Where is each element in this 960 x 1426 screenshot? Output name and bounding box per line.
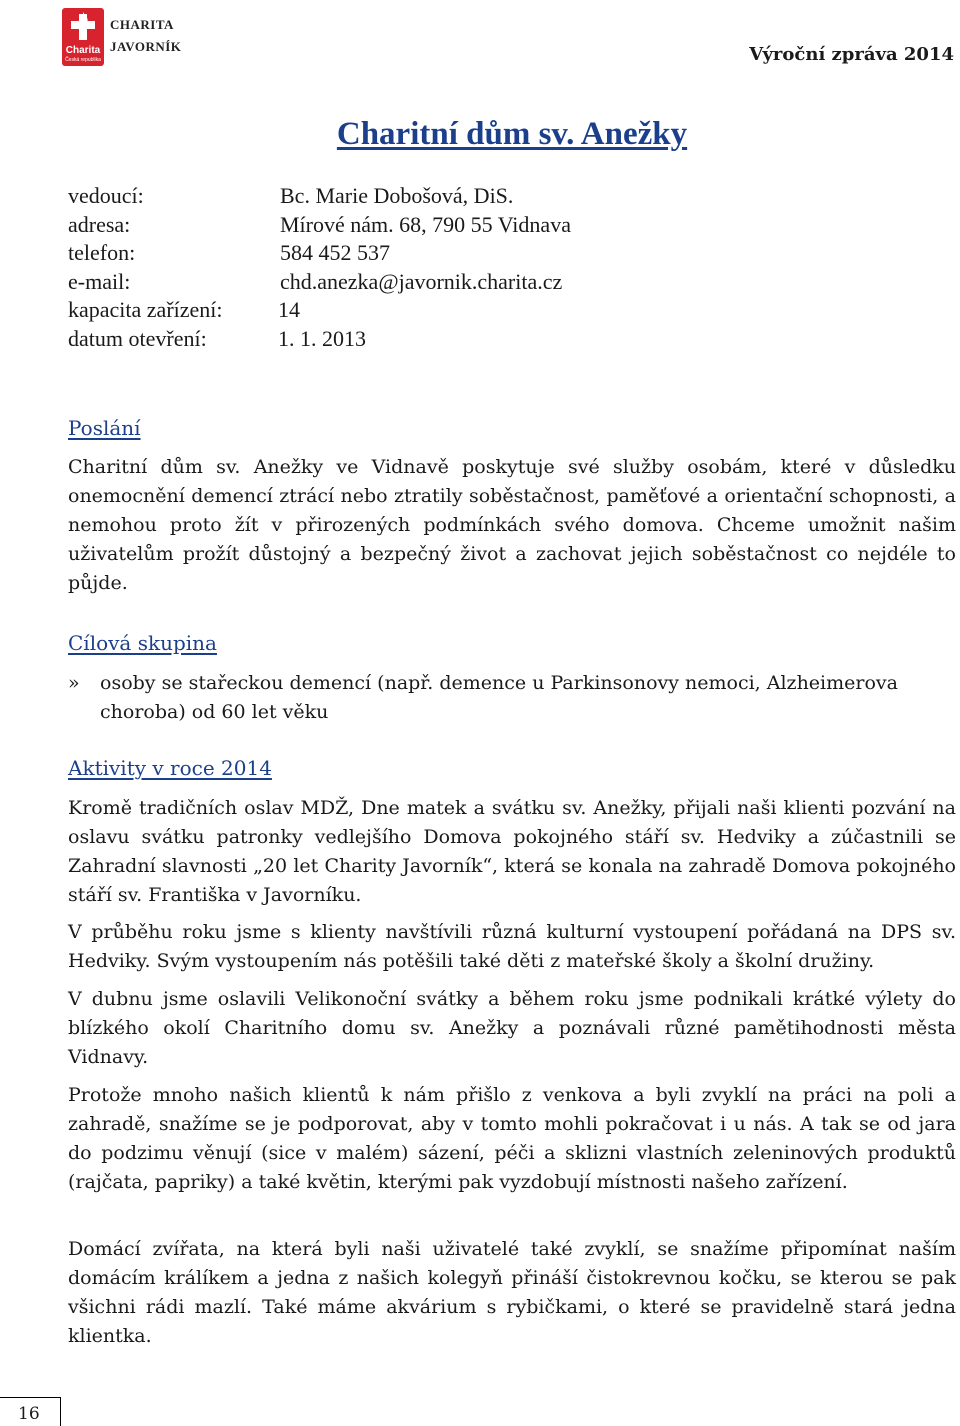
activities-paragraph: Protože mnoho našich klientů k nám přišlo z venkova a byli zvyklí na práci na poli a zahradě, snažíme se je podporovat, aby v tomto mohli pokračovat i u nás. A tak se od jara do podzimu věnují (sice v malém) sázení, péči a sklizni vlastních zeleninových produktů (rajčata, papriky) a také květin, kterými pak vyzdobují místnosti našeho zařízení. bbox=[68, 1084, 956, 1193]
activities-paragraph: V průběhu roku jsme s klienty navštívili různá kulturní vystoupení pořádaná na DPS sv. Hedviky. Svým vystoupením nás potěšili také děti z mateřské školy a školní družiny. bbox=[68, 921, 956, 972]
page-number-box bbox=[0, 1397, 61, 1426]
info-label: telefon: bbox=[68, 240, 136, 265]
info-row-leader bbox=[68, 182, 514, 211]
page-number: 16 bbox=[18, 1404, 40, 1424]
info-label: adresa: bbox=[68, 211, 131, 237]
info-value: 584 452 537 bbox=[280, 240, 390, 265]
section-heading-mission: Poslání bbox=[68, 416, 141, 440]
target-group-item: osoby se stařeckou demencí (např. demence u Parkinsonovy nemoci, Alzheimerova choroba) od 60 let věku bbox=[100, 672, 898, 723]
info-value: 14 bbox=[278, 297, 300, 322]
info-row-phone bbox=[68, 239, 390, 268]
bullet-icon: » bbox=[68, 672, 80, 694]
cross-flame-icon bbox=[62, 8, 104, 46]
logo-line-1: CHARITA bbox=[110, 17, 174, 32]
info-row-capacity bbox=[68, 296, 300, 325]
info-value: Mírové nám. 68, 790 55 Vidnava bbox=[280, 211, 571, 237]
info-value: 1. 1. 2013 bbox=[278, 325, 366, 351]
section-heading-target-group: Cílová skupina bbox=[68, 631, 217, 655]
info-label: e-mail: bbox=[68, 268, 131, 294]
charita-logo bbox=[62, 8, 192, 66]
info-label: kapacita zařízení: bbox=[68, 297, 223, 322]
info-value: Bc. Marie Dobošová, DiS. bbox=[280, 183, 514, 208]
activities-paragraph: Kromě tradičních oslav MDŽ, Dne matek a svátku sv. Anežky, přijali naši klienti pozvání na oslavu svátku patronky vedlejšího Domova pokojného stáří sv. Hedviky a zúčastnili se Zahradní slavnosti „20 let Charity Javorník“, která se konala na zahradě Domova pokojného stáří sv. Františka v Javorníku. bbox=[68, 797, 956, 906]
logo-badge-subtext: Česká republika bbox=[65, 57, 101, 63]
info-label: datum otevření: bbox=[68, 325, 207, 351]
info-value: chd.anezka@javornik.charita.cz bbox=[280, 268, 563, 294]
report-title: Výroční zpráva 2014 bbox=[749, 44, 954, 65]
info-label: vedoucí: bbox=[68, 183, 144, 208]
info-row-opening-date bbox=[68, 325, 366, 354]
charita-badge bbox=[62, 8, 104, 66]
page-title: Charitní dům sv. Anežky bbox=[336, 116, 688, 152]
activities-paragraph: Domácí zvířata, na která byli naši uživatelé také zvyklí, se snažíme připomínat naším domácím králíkem a jedna z našich kolegyň přináší čistokrevnou kočku, se kterou se pak všichni rádi mazlí. Také máme akvárium s rybičkami, o které se pravidelně stará jedna klientka. bbox=[68, 1238, 956, 1347]
mission-paragraph: Charitní dům sv. Anežky ve Vidnavě poskytuje své služby osobám, které v důsledku onemocnění demencí ztrácí nebo ztratily soběstačnost, paměťové a orientační schopnosti, a nemohou proto žít v přirozených podmínkách svého domova. Chceme umožnit našim uživatelům prožít důstojný a bezpečný život a zachovat jejich soběstačnost co nejdéle to půjde. bbox=[68, 456, 956, 594]
logo-badge-text: Charita bbox=[65, 45, 101, 56]
logo-line-2: JAVORNÍK bbox=[110, 39, 182, 54]
activities-paragraph: V dubnu jsme oslavili Velikonoční svátky a během roku jsme podnikali krátké výlety do blízkého okolí Charitního domu sv. Anežky a poznávali různé pamětihodnosti města Vidnavy. bbox=[68, 988, 956, 1068]
info-row-address bbox=[68, 211, 571, 240]
info-row-email bbox=[68, 268, 563, 297]
section-heading-activities: Aktivity v roce 2014 bbox=[68, 756, 272, 780]
contact-info bbox=[68, 182, 571, 353]
